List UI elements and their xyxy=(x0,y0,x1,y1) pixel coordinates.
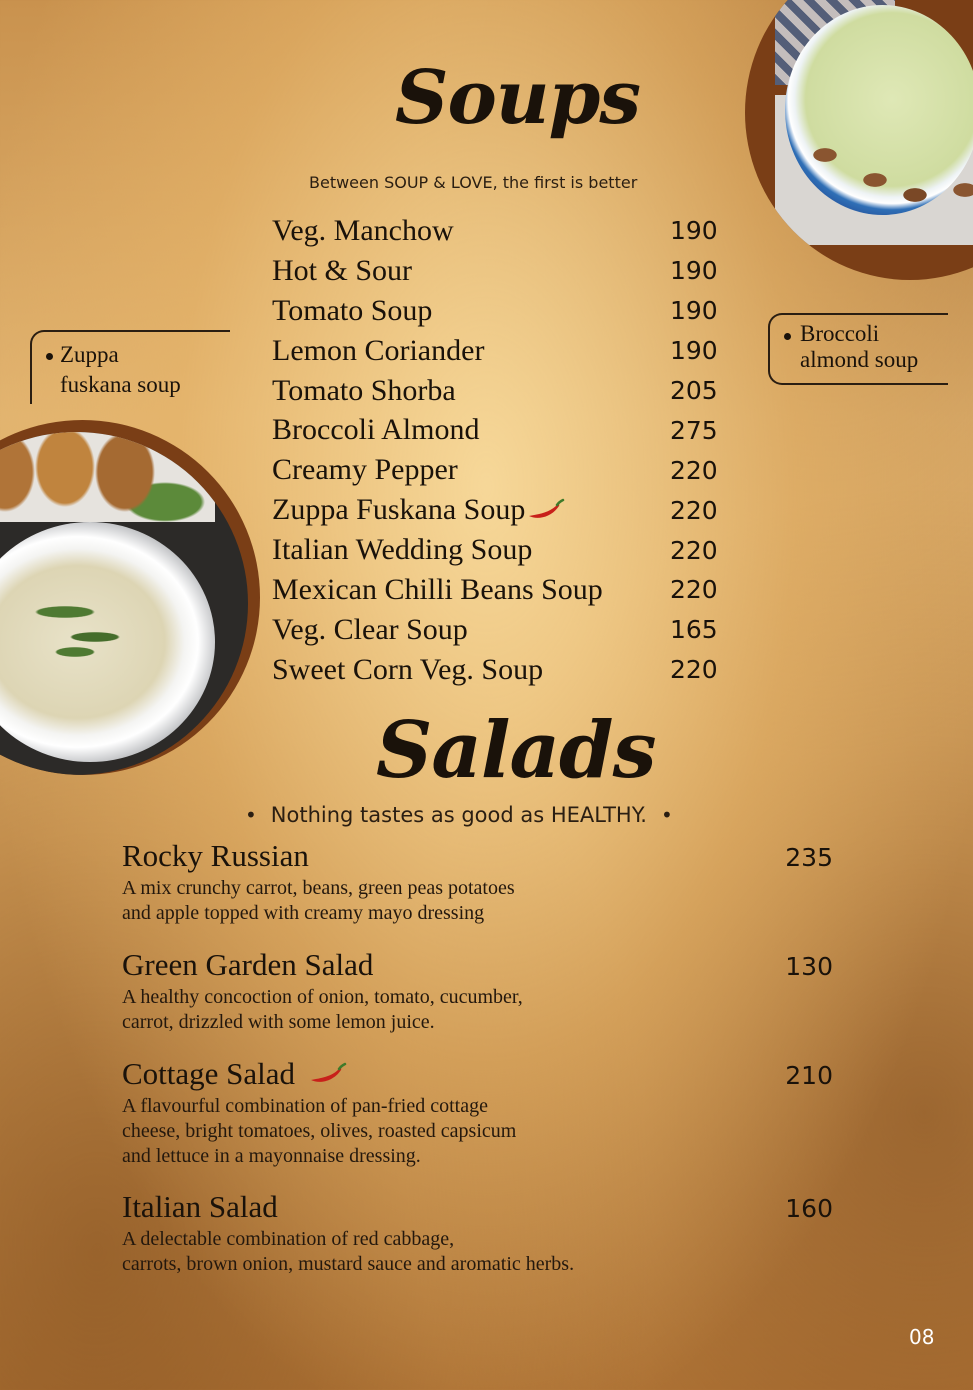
description-line: A mix crunchy carrot, beans, green peas potatoes xyxy=(122,877,515,899)
salad-description xyxy=(122,1227,682,1277)
zuppa-fuskana-soup-photo xyxy=(0,420,260,775)
soup-name: Creamy Pepper xyxy=(272,453,458,487)
salad-name: Italian Salad xyxy=(122,1189,278,1224)
description-line: and lettuce in a mayonnaise dressing. xyxy=(122,1145,421,1167)
bullet-icon xyxy=(784,333,791,340)
salads-title: Salads xyxy=(376,705,656,796)
list-item xyxy=(272,331,722,371)
salad-price: 235 xyxy=(785,843,833,872)
list-item xyxy=(272,371,722,411)
soup-price: 205 xyxy=(670,376,718,405)
soup-price: 220 xyxy=(670,495,718,525)
list-item xyxy=(272,530,722,570)
callout-line: almond soup xyxy=(800,347,919,372)
soup-price: 190 xyxy=(670,336,718,366)
soup-price: 275 xyxy=(670,415,718,445)
salad-description xyxy=(122,876,662,926)
description-line: carrots, brown onion, mustard sauce and aromatic herbs. xyxy=(122,1253,575,1275)
soup-name: Zuppa Fuskana Soup xyxy=(272,493,526,527)
zuppa-fuskana-callout xyxy=(30,330,230,400)
soup-name: Tomato Soup xyxy=(272,293,433,327)
soup-price: 220 xyxy=(670,535,718,565)
list-item xyxy=(272,251,722,291)
bullet-icon: • xyxy=(245,803,257,827)
list-item xyxy=(272,291,722,331)
soup-name: Veg. Manchow xyxy=(272,213,454,247)
bullet-icon xyxy=(46,353,53,360)
callout-line: Broccoli xyxy=(800,321,880,346)
list-item xyxy=(272,410,722,450)
soup-name-wrap xyxy=(272,493,565,527)
salad-name: Rocky Russian xyxy=(122,838,309,873)
soup-name: Lemon Coriander xyxy=(272,333,485,367)
soup-name: Veg. Clear Soup xyxy=(272,612,468,646)
callout-line: Zuppa xyxy=(60,342,119,367)
salads-tagline: Nothing tastes as good as HEALTHY. xyxy=(270,803,647,827)
soup-price: 190 xyxy=(670,296,718,326)
description-line: and apple topped with creamy mayo dressing xyxy=(122,902,485,924)
list-item xyxy=(122,1056,837,1169)
list-item xyxy=(272,610,722,650)
list-item xyxy=(272,211,722,251)
list-item xyxy=(272,570,722,610)
list-item xyxy=(122,838,837,926)
broccoli-almond-callout xyxy=(768,313,948,385)
soup-price: 165 xyxy=(670,615,718,645)
description-line: carrot, drizzled with some lemon juice. xyxy=(122,1011,435,1033)
chili-pepper-icon xyxy=(527,498,565,522)
description-line: A delectable combination of red cabbage, xyxy=(122,1228,455,1250)
soup-price: 220 xyxy=(670,575,718,605)
callout-line: fuskana soup xyxy=(60,372,181,397)
description-line: A healthy concoction of onion, tomato, cucumber, xyxy=(122,986,523,1008)
soup-name: Broccoli Almond xyxy=(272,413,480,447)
salad-name: Green Garden Salad xyxy=(122,947,374,982)
salad-name-wrap xyxy=(122,1056,347,1092)
soup-name: Hot & Sour xyxy=(272,253,413,287)
salad-name: Cottage Salad xyxy=(122,1056,296,1091)
list-item xyxy=(272,450,722,490)
description-line: A flavourful combination of pan-fried cottage xyxy=(122,1095,488,1117)
soup-price: 220 xyxy=(670,455,718,485)
salad-price: 160 xyxy=(785,1194,833,1223)
bullet-icon: • xyxy=(660,803,673,827)
salads-tagline-row xyxy=(245,803,673,827)
soup-price: 220 xyxy=(670,655,718,685)
salad-price: 210 xyxy=(785,1061,833,1090)
page-number: 08 xyxy=(909,1325,935,1349)
soup-name: Sweet Corn Veg. Soup xyxy=(272,652,544,686)
salad-description xyxy=(122,1094,662,1169)
soup-price: 190 xyxy=(670,216,718,246)
soups-tagline: Between SOUP & LOVE, the first is better xyxy=(309,173,638,192)
soup-list xyxy=(272,211,722,690)
list-item xyxy=(272,650,722,690)
list-item xyxy=(122,1189,837,1277)
salad-description xyxy=(122,985,662,1035)
soup-name: Italian Wedding Soup xyxy=(272,533,533,567)
soup-name: Tomato Shorba xyxy=(272,373,456,407)
soup-name: Mexican Chilli Beans Soup xyxy=(272,572,603,606)
list-item xyxy=(122,947,837,1035)
soup-price: 190 xyxy=(670,256,718,286)
chili-pepper-icon xyxy=(309,1062,347,1086)
soups-title: Soups xyxy=(395,55,641,141)
salad-price: 130 xyxy=(785,952,833,981)
description-line: cheese, bright tomatoes, olives, roasted capsicum xyxy=(122,1120,517,1142)
broccoli-almond-soup-photo xyxy=(745,0,973,280)
list-item xyxy=(272,490,722,530)
